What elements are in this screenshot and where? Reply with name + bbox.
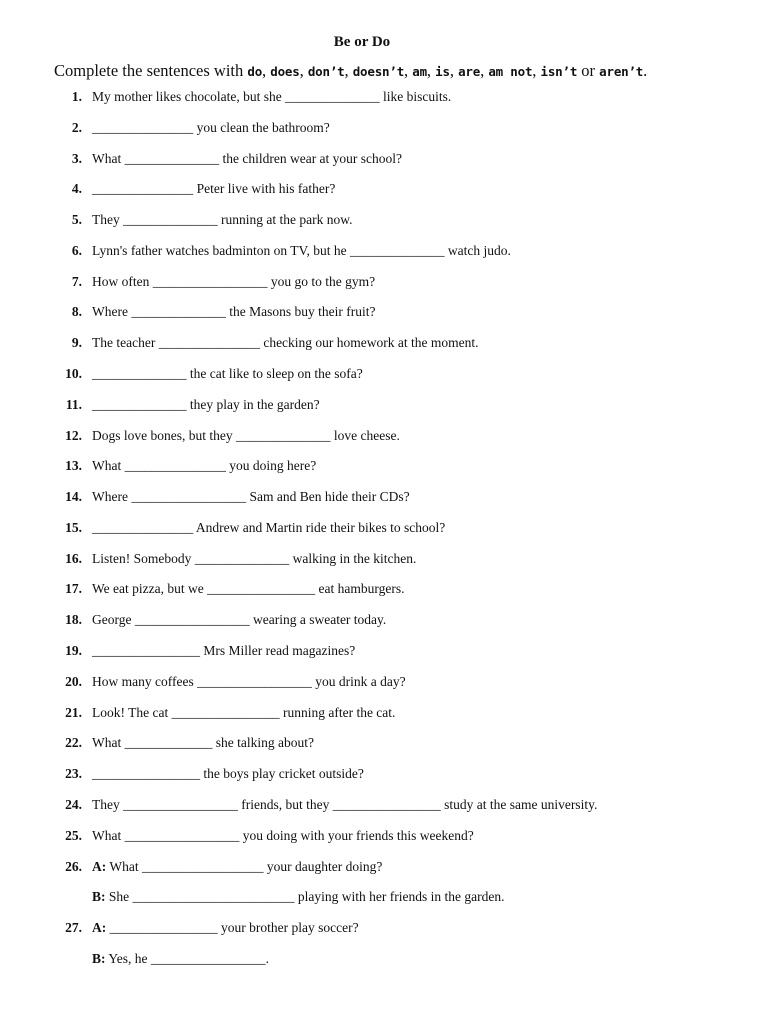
question-text: _______________ Andrew and Martin ride their bikes to school? (92, 519, 446, 535)
question-text-line (92, 520, 445, 536)
question-text-line (92, 766, 364, 782)
question-text: They ______________ running at the park now. (92, 212, 353, 228)
question-text-line (92, 489, 410, 505)
question-text-line (92, 458, 316, 474)
question-number: 5. (71, 212, 82, 228)
question-text: She ________________________ playing with her friends in the garden. (105, 889, 505, 905)
question-text: What _____________ she talking about? (92, 735, 314, 751)
question-number: 23. (65, 766, 82, 782)
keyword: is (435, 64, 450, 79)
question-text: The teacher _______________ checking our homework at the moment. (92, 335, 479, 351)
keyword-separator: , (532, 61, 541, 80)
question-text-line (92, 243, 511, 259)
keyword: am (412, 64, 427, 79)
question-number: 14. (65, 489, 82, 505)
question-text: ________________ the boys play cricket outside? (92, 766, 364, 782)
question-number: 8. (71, 304, 82, 320)
question-text-line (92, 551, 416, 567)
question-number: 22. (65, 735, 82, 751)
question-text-line (92, 859, 382, 875)
question-text-line (92, 274, 375, 290)
question-text: They _________________ friends, but they ________________ study at the same university. (92, 796, 598, 812)
question-text: What _______________ you doing here? (92, 458, 317, 474)
question-text-line (92, 797, 597, 813)
question-text: _______________ Peter live with his father? (92, 181, 336, 197)
question-number: 7. (71, 273, 82, 289)
question-number: 13. (65, 458, 82, 474)
question-number: 11. (65, 396, 82, 412)
question-number: 19. (65, 643, 82, 659)
question-text-line (92, 151, 402, 167)
question-text-line (92, 212, 352, 228)
question-text-line (92, 181, 335, 197)
keyword: am not (488, 64, 533, 79)
question-text: We eat pizza, but we ________________ eat hamburgers. (92, 581, 405, 597)
question-number: 12. (65, 427, 82, 443)
question-number: 17. (65, 581, 82, 597)
question-number: 2. (71, 119, 82, 135)
question-text-line (92, 612, 386, 628)
keyword-separator: or (577, 61, 600, 80)
instructions-lead: Complete the sentences with (54, 61, 248, 80)
question-text-line (92, 428, 400, 444)
question-text: What __________________ your daughter doing? (106, 858, 383, 874)
question-number: 24. (65, 796, 82, 812)
question-text: My mother likes chocolate, but she ______________ like biscuits. (92, 89, 452, 104)
question-text-line (92, 674, 406, 690)
keyword-separator: , (480, 61, 489, 80)
question-text-line (92, 335, 479, 351)
question-text: What ______________ the children wear at your school? (92, 150, 403, 166)
question-text-line (92, 705, 395, 721)
question-text: Listen! Somebody ______________ walking in the kitchen. (92, 550, 417, 566)
keyword: does (270, 64, 300, 79)
question-text-line (92, 643, 355, 659)
question-text: Where ______________ the Masons buy their fruit? (92, 304, 376, 320)
keyword: isn’t (540, 64, 578, 79)
question-text-line (92, 581, 404, 597)
keyword-separator: , (449, 61, 459, 80)
question-text-line (92, 828, 474, 844)
keyword: don’t (307, 64, 345, 79)
question-text-line (92, 735, 314, 751)
speaker-label: A: (92, 858, 107, 874)
question-number: 18. (65, 612, 82, 628)
question-number: 27. (65, 920, 82, 936)
speaker-label: B: (92, 950, 106, 966)
question-text: Where _________________ Sam and Ben hide their CDs? (92, 489, 410, 505)
speaker-label: B: (92, 889, 106, 905)
question-number: 26. (65, 858, 82, 874)
question-text: ______________ the cat like to sleep on the sofa? (92, 366, 363, 382)
question-text-line (92, 920, 359, 936)
question-text-line (92, 889, 504, 905)
question-number: 10. (65, 366, 82, 382)
keyword-separator: , (404, 61, 413, 80)
question-text: ________________ Mrs Miller read magazines? (92, 643, 356, 659)
keyword-separator: , (299, 61, 308, 80)
question-number: 15. (65, 519, 82, 535)
speaker-label: A: (92, 920, 107, 936)
keyword-separator: , (262, 61, 271, 80)
question-text: ________________ your brother play soccer? (106, 920, 359, 936)
question-number: 6. (71, 242, 82, 258)
question-text-line (92, 304, 375, 320)
question-number: 16. (65, 550, 82, 566)
question-text: George _________________ wearing a sweater today. (92, 612, 387, 628)
question-text-line (92, 89, 451, 105)
worksheet-title: Be or Do (333, 34, 391, 50)
question-number: 20. (65, 673, 82, 689)
question-text: What _________________ you doing with your friends this weekend? (92, 827, 474, 843)
question-text: ______________ they play in the garden? (92, 396, 320, 412)
keyword: aren’t (599, 64, 644, 79)
keyword-separator: , (344, 61, 353, 80)
keyword-list (247, 61, 647, 80)
question-number: 1. (71, 89, 82, 104)
question-number: 21. (65, 704, 82, 720)
question-number: 9. (71, 335, 82, 351)
instructions (54, 61, 647, 81)
keyword: do (247, 64, 263, 79)
question-number: 25. (65, 827, 82, 843)
question-text-line (92, 397, 320, 413)
keyword: are (458, 64, 481, 79)
question-text: Look! The cat ________________ running after the cat. (92, 704, 396, 720)
keyword: doesn’t (352, 64, 405, 79)
keyword-separator: , (426, 61, 436, 80)
question-text: Dogs love bones, but they ______________ love cheese. (92, 427, 400, 443)
question-text-line (92, 951, 269, 967)
question-text: Lynn's father watches badminton on TV, but he ______________ watch judo. (92, 242, 511, 258)
question-text: How many coffees _________________ you drink a day? (92, 673, 406, 689)
question-text: How often _________________ you go to the gym? (92, 273, 376, 289)
question-number: 3. (71, 150, 82, 166)
question-text: _______________ you clean the bathroom? (92, 119, 330, 135)
keyword-separator: . (643, 61, 648, 80)
question-text: Yes, he _________________. (105, 950, 270, 966)
question-text-line (92, 366, 363, 382)
question-number: 4. (71, 181, 82, 197)
question-text-line (92, 120, 330, 136)
